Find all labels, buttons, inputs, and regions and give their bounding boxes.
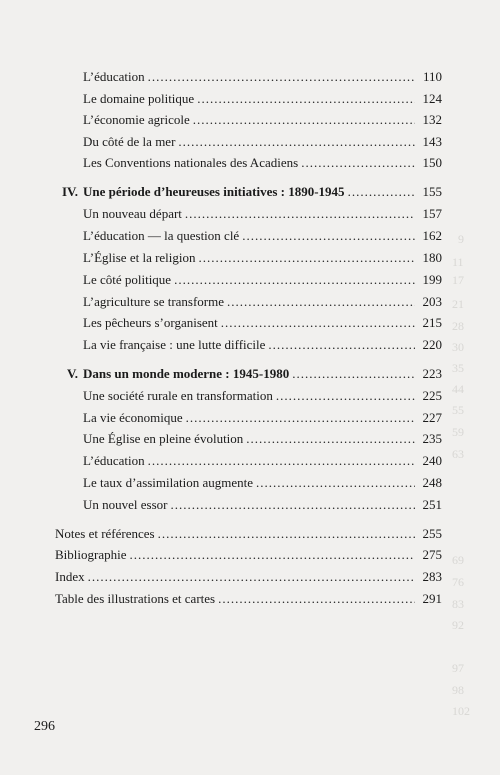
- toc-entry-page: 251: [422, 497, 442, 512]
- toc-entry: [83, 69, 442, 85]
- toc-entry-title: Un nouvel essor: [83, 497, 168, 512]
- dot-leader: [197, 91, 415, 107]
- toc-entry: [83, 497, 442, 513]
- dot-leader: [292, 366, 415, 382]
- toc-entry-title: Les pêcheurs s’organisent: [83, 315, 218, 330]
- toc-entry-page: 124: [422, 91, 442, 106]
- toc-entry-page: 155: [422, 184, 442, 199]
- toc-entry-page: 110: [422, 69, 442, 84]
- toc-entry-page: 143: [422, 134, 442, 149]
- toc-entry-page: 291: [422, 591, 442, 606]
- toc-entry-title: Une Église en pleine évolution: [83, 431, 244, 446]
- toc-entry: [83, 155, 442, 171]
- dot-leader: [88, 569, 415, 585]
- dot-leader: [185, 206, 415, 222]
- toc-entry-title: Les Conventions nationales des Acadiens: [83, 155, 299, 170]
- dot-leader: [276, 388, 415, 404]
- toc-entry-page: 150: [422, 155, 442, 170]
- toc-backmatter-entry: [55, 547, 442, 563]
- toc-entry-title: Le domaine politique: [83, 91, 195, 106]
- toc-chapter: [67, 366, 442, 382]
- toc-entry-title: Index: [55, 569, 85, 584]
- dot-leader: [268, 337, 415, 353]
- dot-leader: [199, 250, 415, 266]
- toc-entry-title: L’éducation: [83, 69, 145, 84]
- toc-entry: [83, 294, 442, 310]
- toc-entry-title: Du côté de la mer: [83, 134, 176, 149]
- toc-entry: [83, 475, 442, 491]
- toc-entry: [83, 250, 442, 266]
- dot-leader: [148, 69, 415, 85]
- toc-entry-page: 199: [422, 272, 442, 287]
- toc-backmatter-entry: [55, 591, 442, 607]
- toc-entry-title: Table des illustrations et cartes: [55, 591, 216, 606]
- toc-entry-page: 248: [422, 475, 442, 490]
- toc-entry: [83, 388, 442, 404]
- toc-entry-page: 283: [422, 569, 442, 584]
- dot-leader: [301, 155, 415, 171]
- toc-entry-page: 180: [422, 250, 442, 265]
- toc-entry: [83, 315, 442, 331]
- dot-leader: [158, 526, 415, 542]
- toc-entry-page: 162: [422, 228, 442, 243]
- show-through-text: 9 11 17 21 28 30 35 44 55 59 63 69 76 83 92 97 98 102: [452, 232, 470, 718]
- toc-entry-title: Notes et références: [55, 526, 155, 541]
- toc-entry-title: La vie française : une lutte difficile: [83, 337, 266, 352]
- dot-leader: [174, 272, 415, 288]
- toc-entry-title: L’éducation: [83, 453, 145, 468]
- toc-entry: [83, 206, 442, 222]
- toc-entry-page: 223: [422, 366, 442, 381]
- toc-entry: [83, 453, 442, 469]
- toc-entry-title: L’agriculture se transforme: [83, 294, 225, 309]
- toc-chapter: [61, 184, 442, 200]
- dot-leader: [171, 497, 416, 513]
- dot-leader: [218, 591, 415, 607]
- toc-entry: [83, 91, 442, 107]
- toc-entry-page: 240: [422, 453, 442, 468]
- toc-entry-title: Une société rurale en transformation: [83, 388, 273, 403]
- toc-entry: [83, 134, 442, 150]
- toc-backmatter-entry: [55, 526, 442, 542]
- chapter-number: V.: [67, 366, 78, 381]
- chapter-title: Une période d’heureuses initiatives : 1890-1945: [83, 184, 345, 199]
- dot-leader: [186, 410, 415, 426]
- toc-entry-title: L’Église et la religion: [83, 250, 196, 265]
- dot-leader: [242, 228, 415, 244]
- toc-entry-title: Un nouveau départ: [83, 206, 182, 221]
- dot-leader: [193, 112, 415, 128]
- dot-leader: [348, 184, 415, 200]
- toc-entry-title: Le taux d’assimilation augmente: [83, 475, 254, 490]
- dot-leader: [178, 134, 415, 150]
- dot-leader: [221, 315, 415, 331]
- toc-entry-page: 220: [422, 337, 442, 352]
- toc-entry-title: L’économie agricole: [83, 112, 190, 127]
- dot-leader: [130, 547, 416, 563]
- dot-leader: [227, 294, 415, 310]
- toc-entry-title: Le côté politique: [83, 272, 172, 287]
- dot-leader: [256, 475, 415, 491]
- dot-leader: [246, 431, 415, 447]
- toc-entry: [83, 410, 442, 426]
- toc-entry-page: 275: [422, 547, 442, 562]
- toc-entry: [83, 112, 442, 128]
- chapter-number: IV.: [61, 184, 78, 199]
- toc-entry-page: 157: [422, 206, 442, 221]
- dot-leader: [148, 453, 415, 469]
- toc-entry-page: 132: [422, 112, 442, 127]
- toc-entry: [83, 228, 442, 244]
- toc-entry-page: 215: [422, 315, 442, 330]
- chapter-title: Dans un monde moderne : 1945-1980: [83, 366, 290, 381]
- page-number: 296: [34, 719, 55, 734]
- toc-entry-page: 225: [422, 388, 442, 403]
- toc-entry: [83, 337, 442, 353]
- toc-entry: [83, 272, 442, 288]
- toc-entry-page: 203: [422, 294, 442, 309]
- toc-backmatter-entry: [55, 569, 442, 585]
- toc-entry-title: L’éducation — la question clé: [83, 228, 240, 243]
- toc-entry-page: 227: [422, 410, 442, 425]
- toc-entry-title: La vie économique: [83, 410, 183, 425]
- toc-entry-page: 255: [422, 526, 442, 541]
- toc-entry-title: Bibliographie: [55, 547, 127, 562]
- toc-entry-page: 235: [422, 431, 442, 446]
- toc-entry: [83, 431, 442, 447]
